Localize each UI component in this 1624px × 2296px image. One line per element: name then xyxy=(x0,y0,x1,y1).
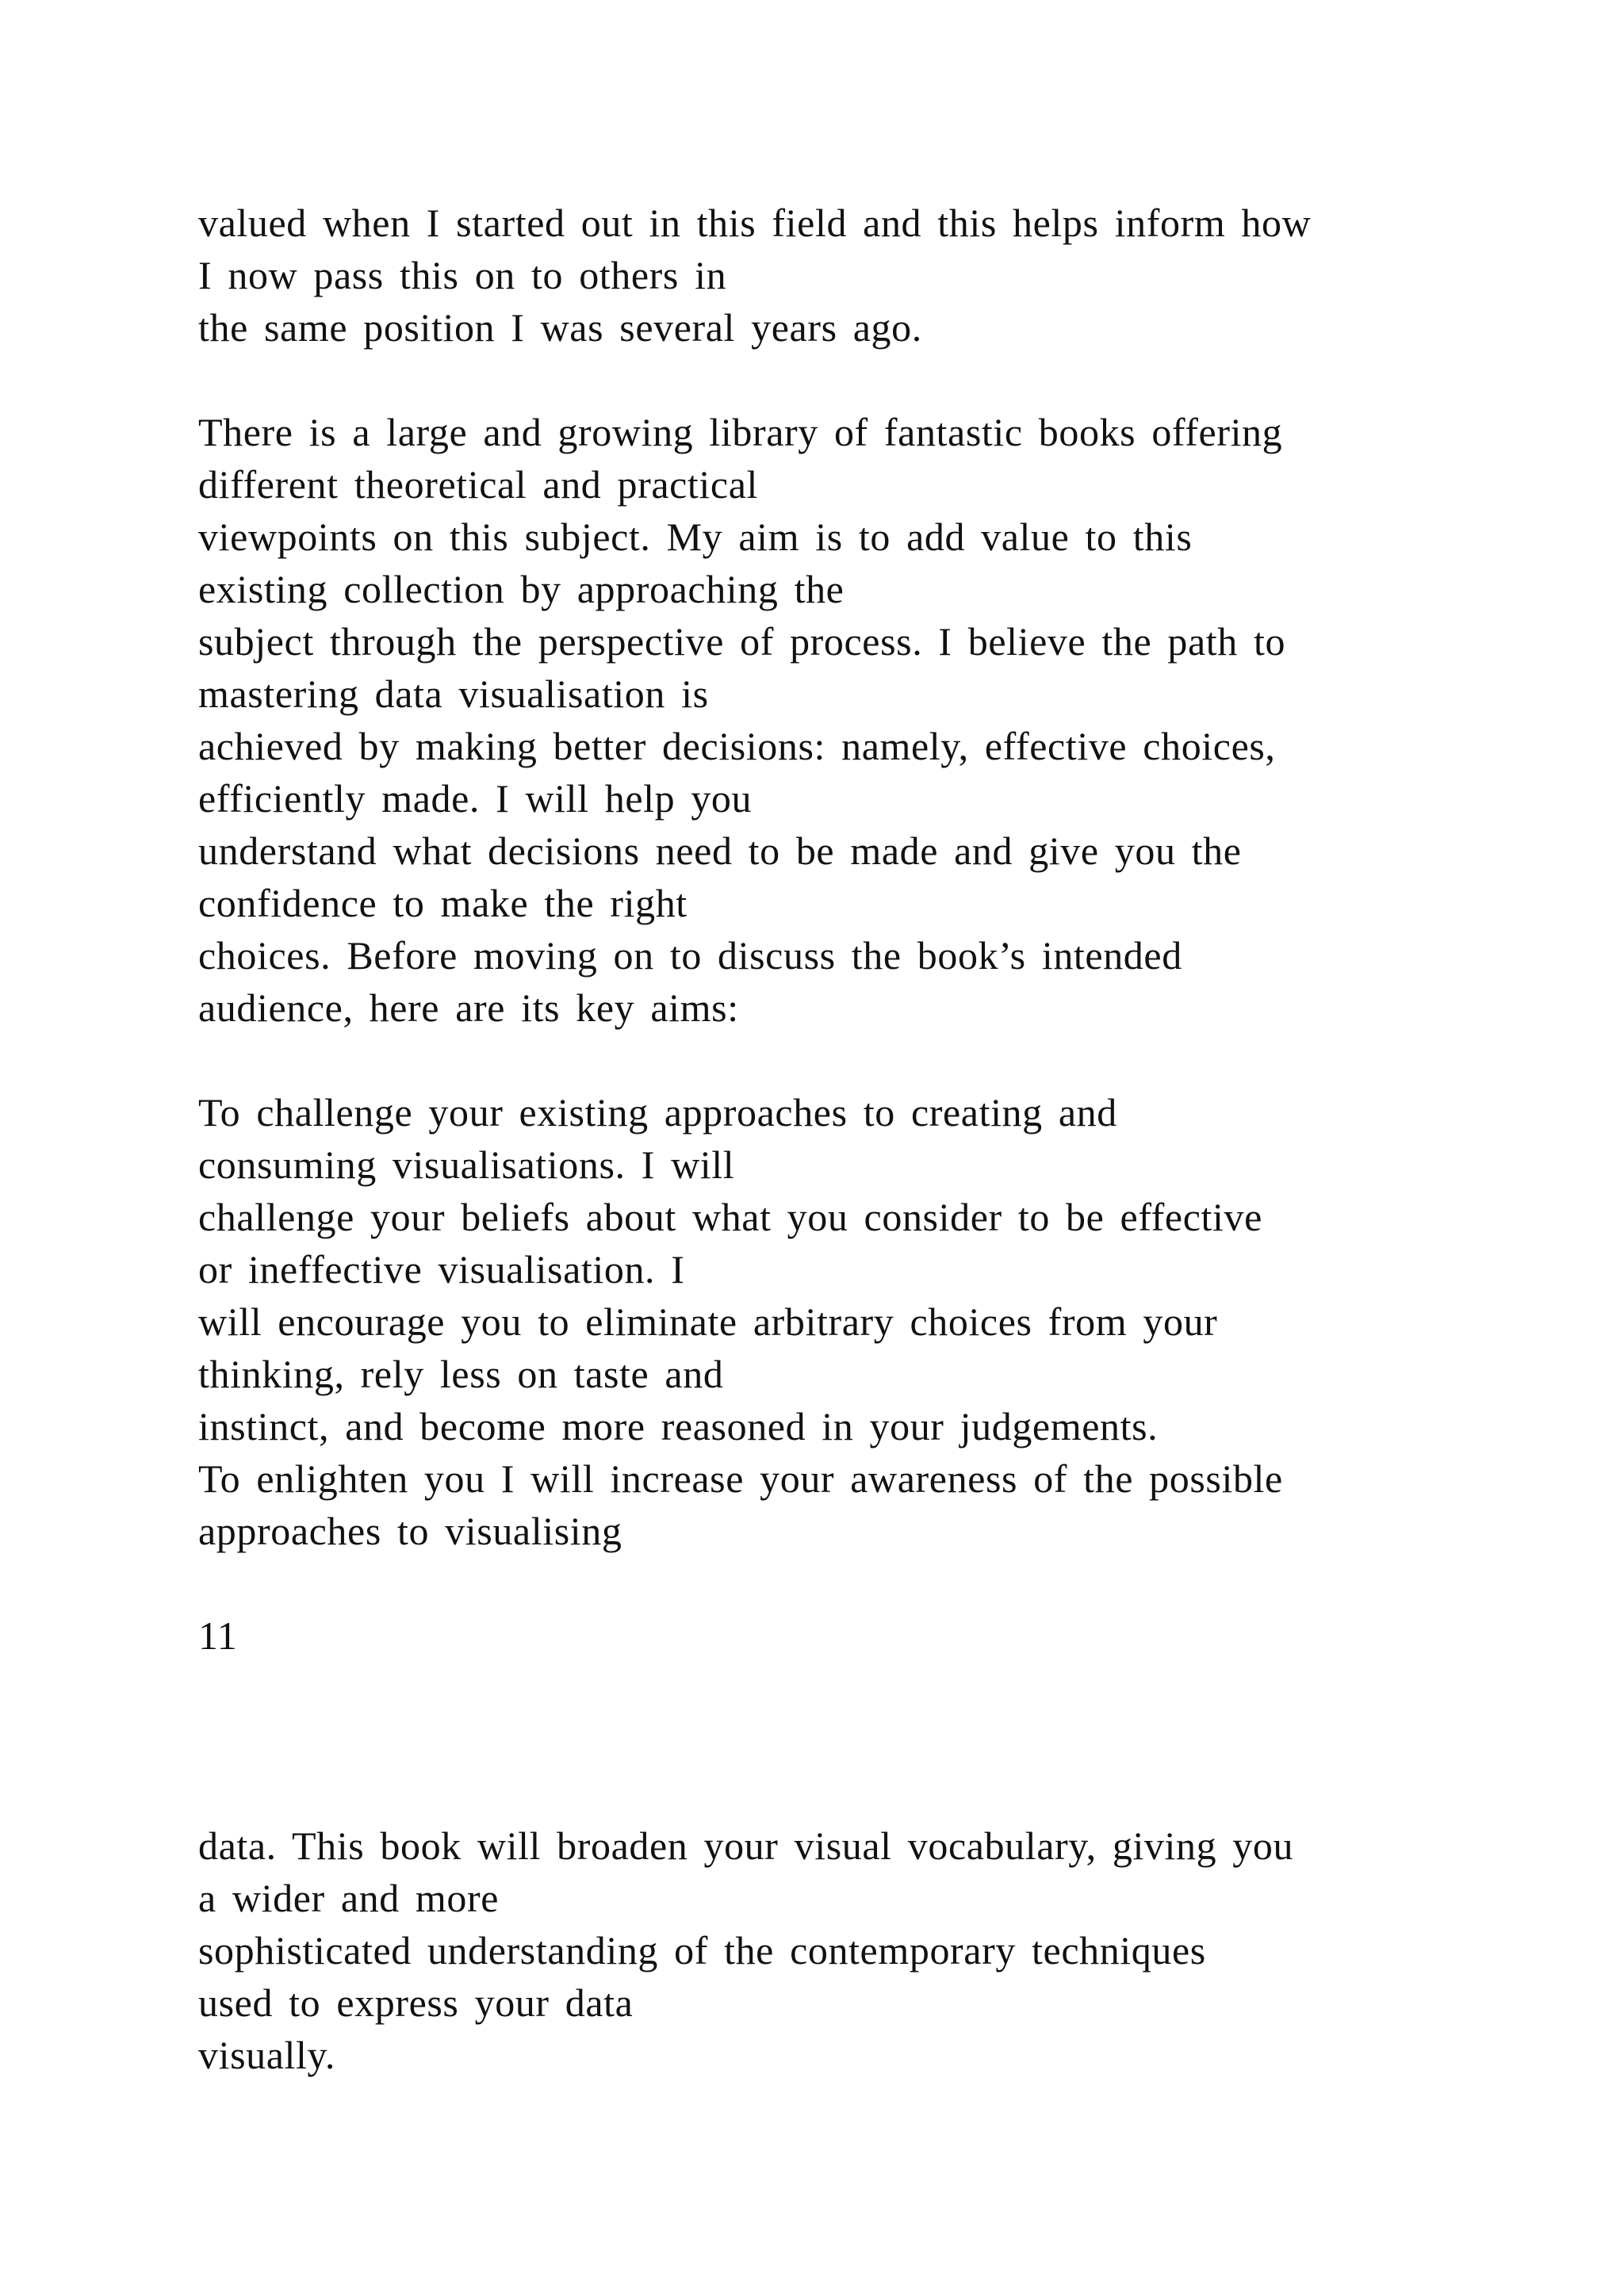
text-line: consuming visualisations. I will xyxy=(198,1142,735,1187)
text-line: To enlighten you I will increase your awareness of the possible xyxy=(198,1456,1283,1501)
text-line: understand what decisions need to be made and give you the xyxy=(198,828,1242,873)
text-line: choices. Before moving on to discuss the book’s intended xyxy=(198,933,1182,978)
text-line: will encourage you to eliminate arbitrary choices from your xyxy=(198,1299,1218,1344)
text-line: used to express your data xyxy=(198,1980,634,2025)
paragraph-2 xyxy=(198,406,1530,1034)
text-line: mastering data visualisation is xyxy=(198,672,709,716)
paragraph-3 xyxy=(198,1086,1530,1557)
page-number-block xyxy=(198,1609,1530,1662)
text-line: subject through the perspective of process. I believe the path to xyxy=(198,619,1286,664)
text-line: confidence to make the right xyxy=(198,881,688,925)
text-line: To challenge your existing approaches to creating and xyxy=(198,1090,1117,1135)
text-line: visually. xyxy=(198,2033,335,2077)
text-line: a wider and more xyxy=(198,1876,500,1920)
text-line: challenge your beliefs about what you consider to be effective xyxy=(198,1195,1262,1239)
text-line: instinct, and become more reasoned in your judgements. xyxy=(198,1404,1159,1448)
text-line: audience, here are its key aims: xyxy=(198,985,739,1030)
text-line: I now pass this on to others in xyxy=(198,253,727,297)
paragraph-4 xyxy=(198,1820,1530,2081)
text-line: approaches to visualising xyxy=(198,1509,622,1553)
text-line: or ineffective visualisation. I xyxy=(198,1247,685,1292)
text-line: There is a large and growing library of fantastic books offering xyxy=(198,410,1283,454)
text-line: thinking, rely less on taste and xyxy=(198,1352,724,1396)
text-line: data. This book will broaden your visual vocabulary, giving you xyxy=(198,1823,1294,1868)
text-line: the same position I was several years ago. xyxy=(198,305,922,350)
text-line: efficiently made. I will help you xyxy=(198,776,753,821)
text-line: viewpoints on this subject. My aim is to add value to this xyxy=(198,515,1193,559)
text-line: sophisticated understanding of the contemporary techniques xyxy=(198,1928,1206,1973)
paragraph-1 xyxy=(198,197,1530,354)
text-line: valued when I started out in this field and this helps inform how xyxy=(198,201,1312,245)
text-line: achieved by making better decisions: namely, effective choices, xyxy=(198,724,1276,768)
text-line: existing collection by approaching the xyxy=(198,567,845,611)
page-number: 11 xyxy=(198,1613,238,1658)
text-line: different theoretical and practical xyxy=(198,462,758,507)
